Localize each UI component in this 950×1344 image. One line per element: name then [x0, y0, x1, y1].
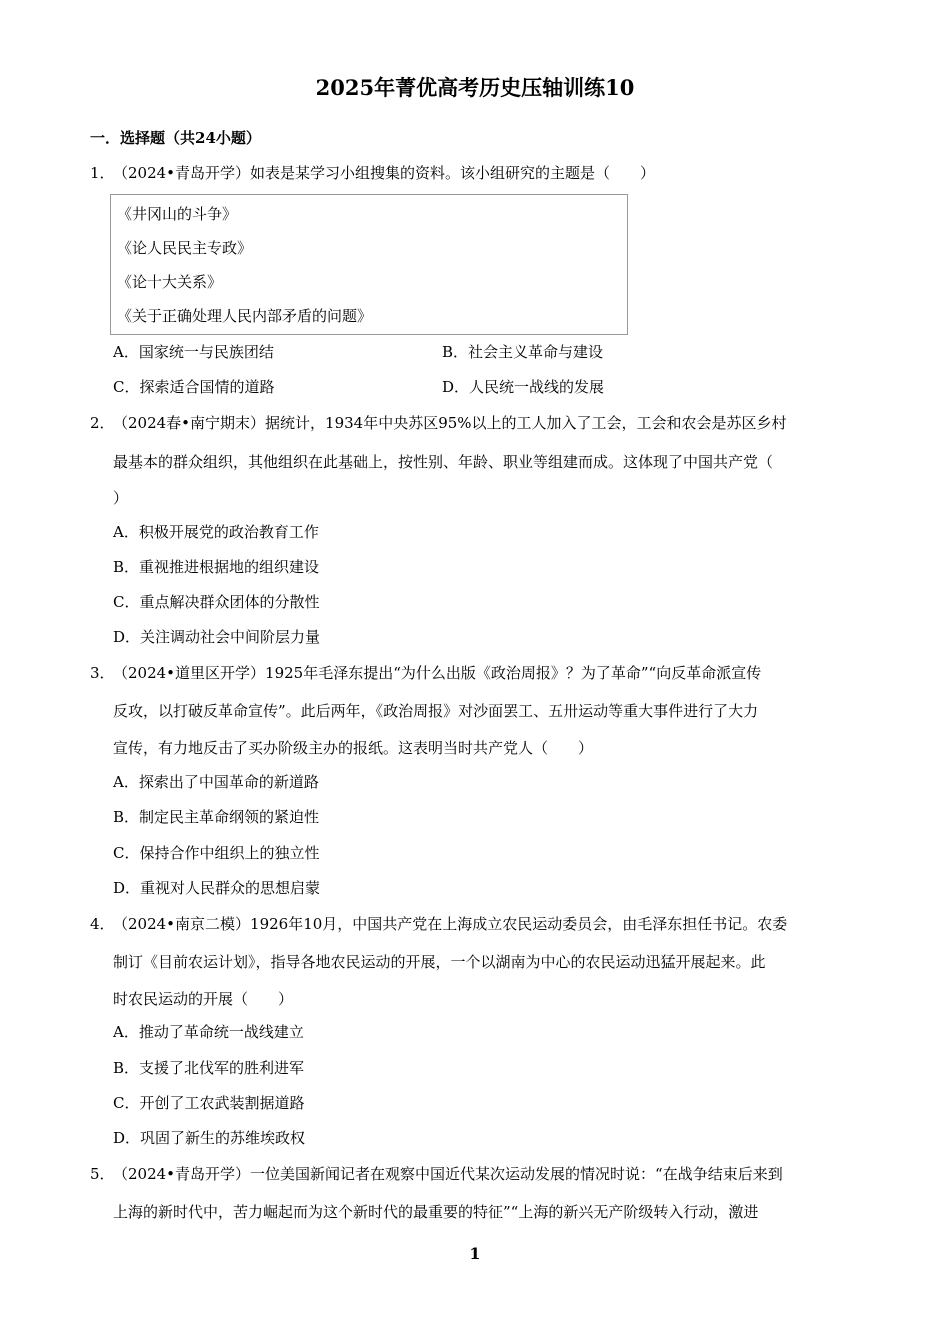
question-1-table [110, 194, 628, 335]
question-5-line-2: 上海的新时代中，苦力崛起而为这个新时代的最重要的特征”“上海的新兴无产阶级转入行动，激进 [113, 1203, 759, 1221]
section-heading: 一．选择题（共24小题） [90, 129, 261, 147]
question-2-line-3: ） [113, 489, 129, 507]
question-2-option-d: D．关注调动社会中间阶层力量 [113, 628, 321, 646]
question-3-line-1: （2024•道里区开学）1925年毛泽东提出“为什么出版《政治周报》？为了革命”“向反革命派宣传 [113, 664, 762, 682]
question-3-line-3: 宣传，有力地反击了买办阶级主办的报纸。这表明当时共产党人（ ） [113, 739, 594, 757]
table-row: 《井冈山的斗争》 [117, 205, 238, 223]
question-3-line-2: 反攻，以打破反革命宣传”。此后两年，《政治周报》对沙面罢工、五卅运动等重大事件进行了大力 [113, 702, 759, 720]
table-row: 《论人民民主专政》 [117, 239, 253, 257]
question-4-number: 4． [90, 915, 115, 933]
question-2-option-a: A．积极开展党的政治教育工作 [113, 523, 319, 541]
question-3-number: 3． [90, 664, 115, 682]
table-row: 《论十大关系》 [117, 273, 223, 291]
question-2-option-c: C．重点解决群众团体的分散性 [113, 593, 320, 611]
question-1-stem: （2024•青岛开学）如表是某学习小组搜集的资料。该小组研究的主题是（ ） [113, 164, 656, 182]
question-1-option-b: B．社会主义革命与建设 [442, 343, 604, 361]
question-3-option-b: B．制定民主革命纲领的紧迫性 [113, 808, 320, 826]
question-1-option-a: A．国家统一与民族团结 [113, 343, 274, 361]
question-1-option-c: C．探索适合国情的道路 [113, 378, 275, 396]
question-4-option-c: C．开创了工农武装割据道路 [113, 1094, 305, 1112]
question-2-option-b: B．重视推进根据地的组织建设 [113, 558, 320, 576]
question-3-option-c: C．保持合作中组织上的独立性 [113, 844, 320, 862]
question-4-line-1: （2024•南京二模）1926年10月，中国共产党在上海成立农民运动委员会，由毛泽东担任书记。农委 [113, 915, 788, 933]
question-2-line-1: （2024春•南宁期末）据统计，1934年中央苏区95%以上的工人加入了工会，工会和农会是苏区乡村 [113, 414, 787, 432]
question-4-option-d: D．巩固了新生的苏维埃政权 [113, 1129, 306, 1147]
question-2-line-2: 最基本的群众组织，其他组织在此基础上，按性别、年龄、职业等组建而成。这体现了中国共产党（ [113, 453, 774, 471]
question-4-option-a: A．推动了革命统一战线建立 [113, 1023, 304, 1041]
question-5-number: 5． [90, 1165, 115, 1183]
table-row: 《关于正确处理人民内部矛盾的问题》 [117, 307, 373, 325]
question-3-option-a: A．探索出了中国革命的新道路 [113, 773, 319, 791]
question-4-line-2: 制订《目前农运计划》，指导各地农民运动的开展，一个以湖南为中心的农民运动迅猛开展起来。此 [113, 953, 766, 971]
question-1-number: 1． [90, 164, 115, 182]
question-3-option-d: D．重视对人民群众的思想启蒙 [113, 879, 321, 897]
page-title: 2025年菁优高考历史压轴训练10 [315, 75, 635, 100]
question-4-option-b: B．支援了北伐军的胜利进军 [113, 1059, 305, 1077]
page-number: 1 [469, 1244, 481, 1263]
question-4-line-3: 时农民运动的开展（ ） [113, 990, 294, 1008]
question-5-line-1: （2024•青岛开学）一位美国新闻记者在观察中国近代某次运动发展的情况时说：“在战争结束后来到 [113, 1165, 783, 1183]
question-2-number: 2． [90, 414, 115, 432]
question-1-option-d: D．人民统一战线的发展 [442, 378, 605, 396]
